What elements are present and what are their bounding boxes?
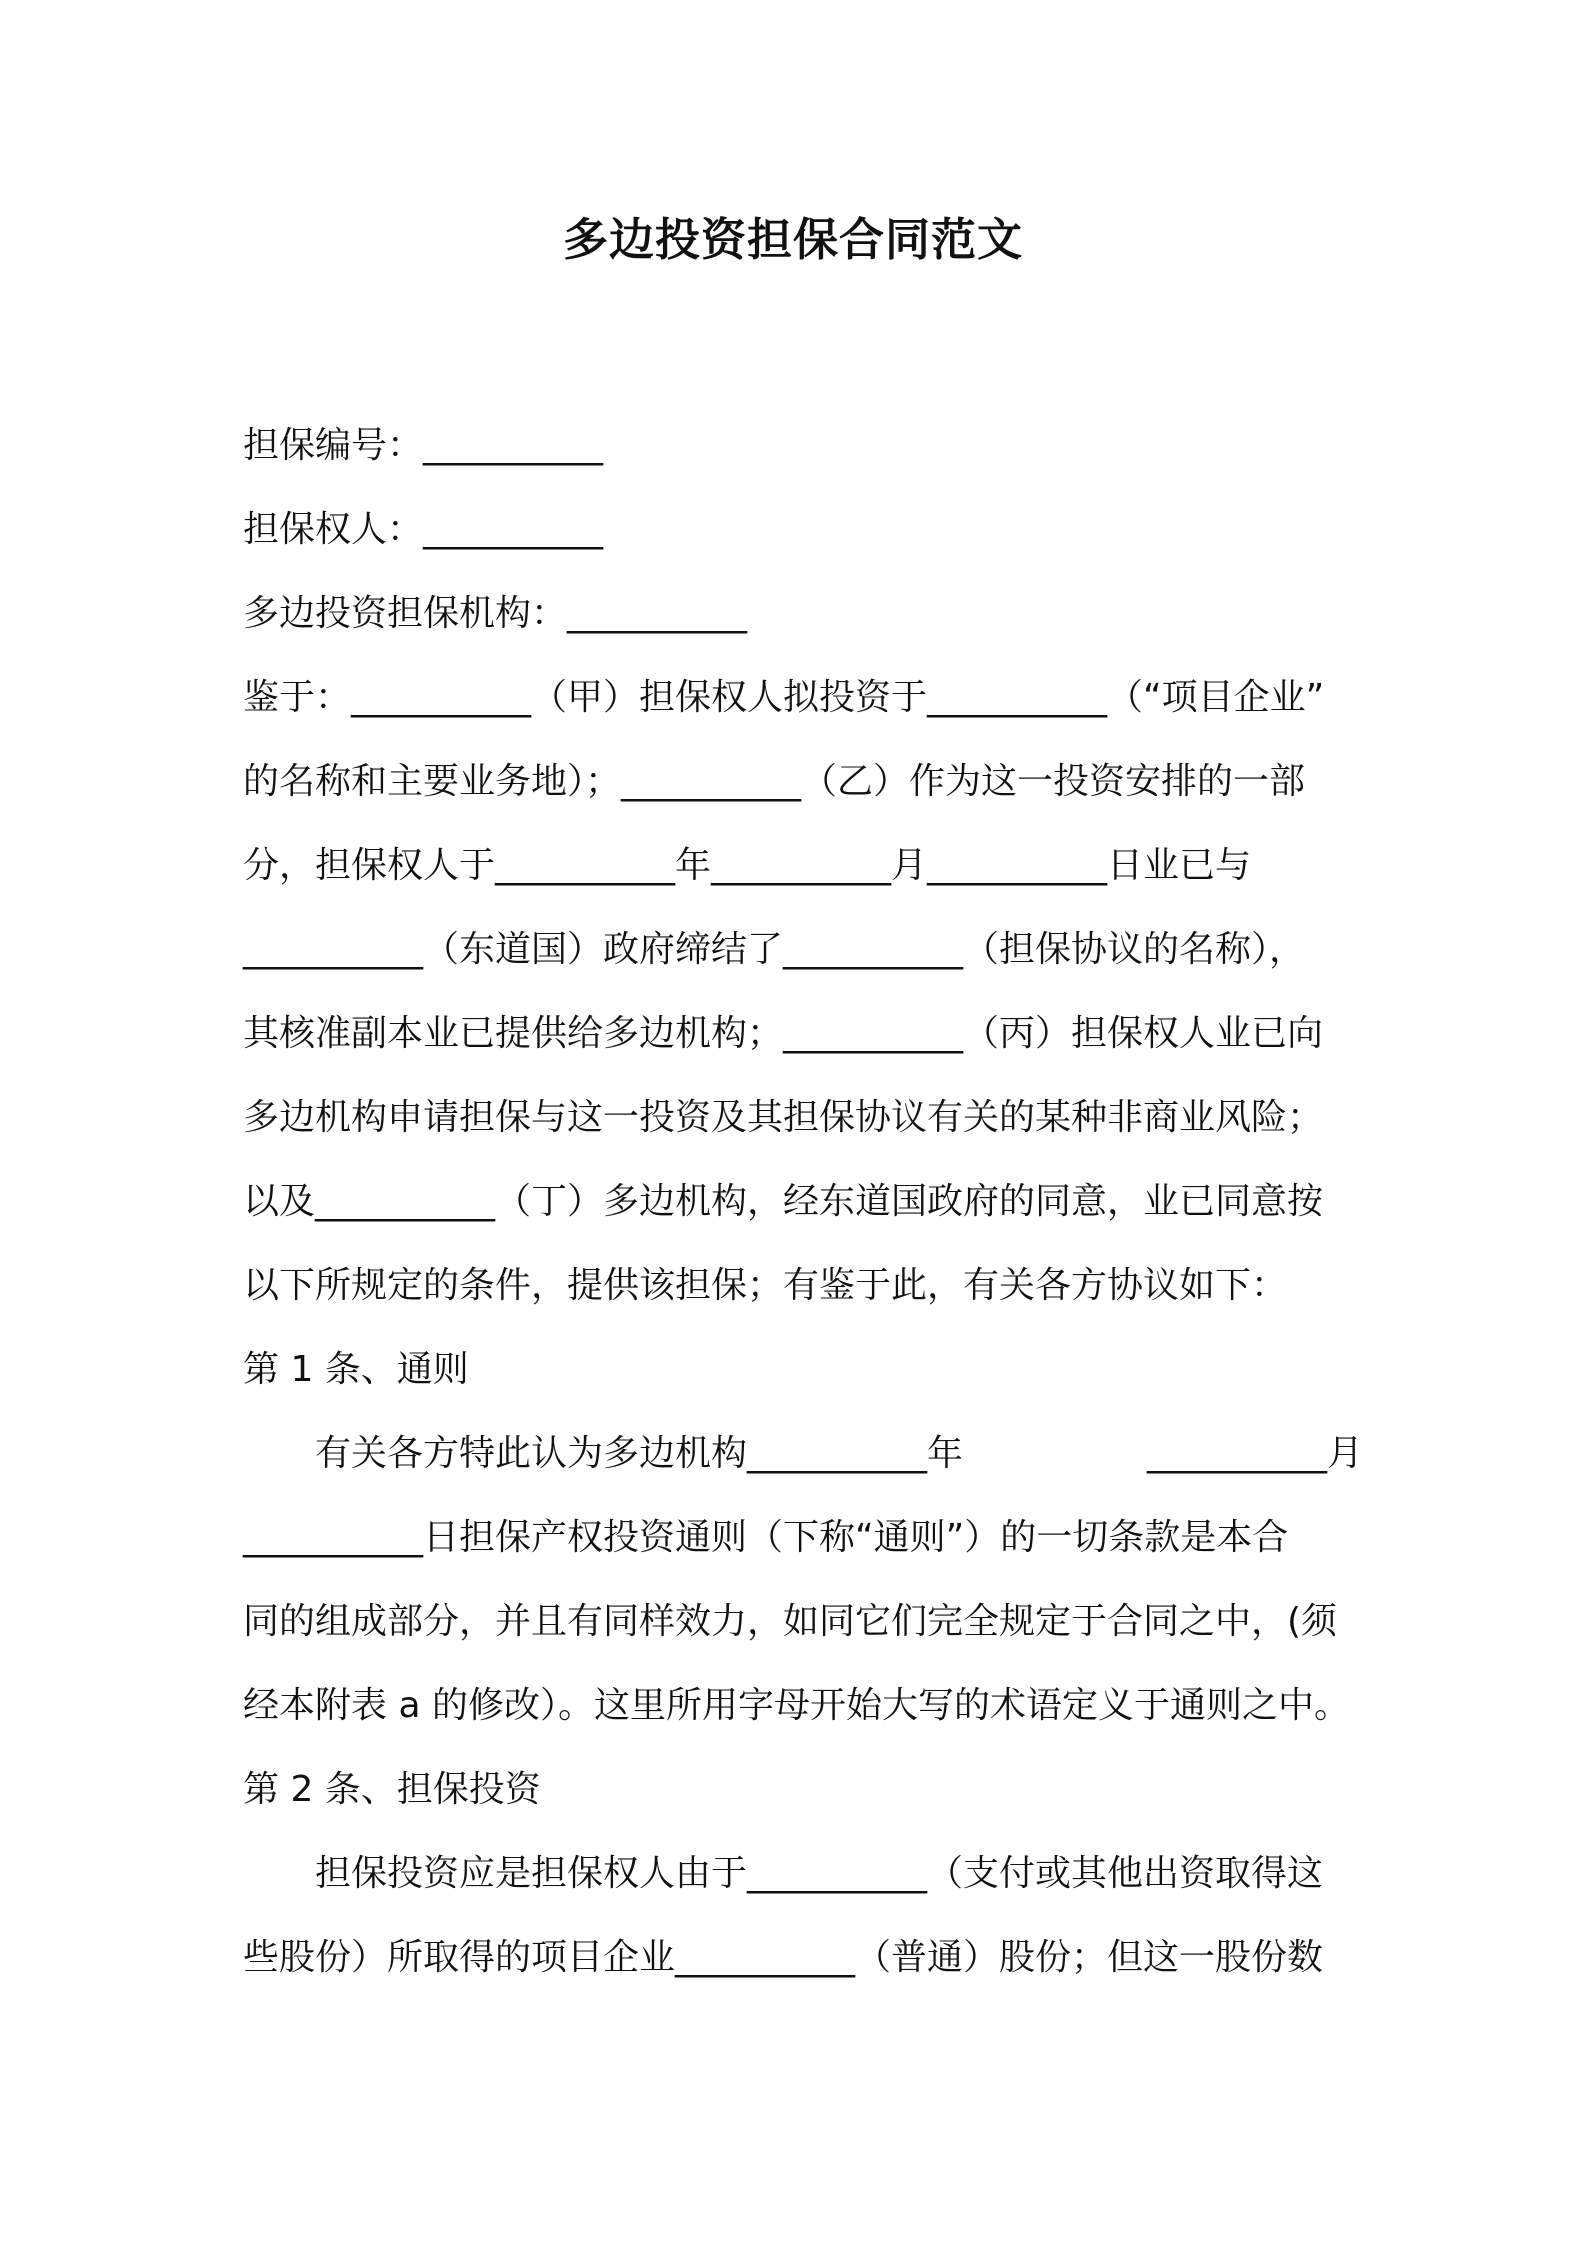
article-1-line: 同的组成部分，并且有同样效力，如同它们完全规定于合同之中，(须: [243, 1601, 1338, 1642]
document-body: [243, 404, 1363, 2000]
article-1-line-part: __________月: [1146, 1433, 1363, 1474]
article-1-line: [243, 1412, 1363, 1496]
article-2-heading: 第 2 条、担保投资: [243, 1769, 541, 1810]
field-miga: 多边投资担保机构：__________: [243, 593, 748, 634]
article-2-line: 担保投资应是担保权人由于__________（支付或其他出资取得这: [315, 1853, 1324, 1894]
recital-line: 鉴于：__________（甲）担保权人拟投资于__________（“项目企业”: [243, 677, 1325, 718]
recital-line: 多边机构申请担保与这一投资及其担保协议有关的某种非商业风险；: [243, 1097, 1324, 1138]
field-guarantee-holder: 担保权人：__________: [243, 509, 604, 550]
article-2-line: 些股份）所取得的项目企业__________（普通）股份；但这一股份数: [243, 1937, 1324, 1978]
field-guarantee-number: 担保编号：__________: [243, 425, 604, 466]
recital-line: 以及__________（丁）多边机构，经东道国政府的同意，业已同意按: [243, 1181, 1324, 1222]
article-1-line: 经本附表 a 的修改）。这里所用字母开始大写的术语定义于通则之中。: [243, 1685, 1350, 1726]
recital-line: __________（东道国）政府缔结了__________（担保协议的名称），: [243, 929, 1306, 970]
recital-line: 分，担保权人于__________年__________月__________日业已与: [243, 845, 1252, 886]
article-1-line: __________日担保产权投资通则（下称“通则”）的一切条款是本合: [243, 1517, 1289, 1558]
article-1-line-part: 有关各方特此认为多边机构__________年: [315, 1433, 964, 1474]
recital-line: 以下所规定的条件，提供该担保；有鉴于此，有关各方协议如下：: [243, 1265, 1288, 1306]
recital-line: 的名称和主要业务地）；__________（乙）作为这一投资安排的一部: [243, 761, 1306, 802]
document-title: 多边投资担保合同范文: [562, 213, 1023, 266]
article-1-heading: 第 1 条、通则: [243, 1349, 469, 1390]
recital-line: 其核准副本业已提供给多边机构；__________（丙）担保权人业已向: [243, 1013, 1324, 1054]
